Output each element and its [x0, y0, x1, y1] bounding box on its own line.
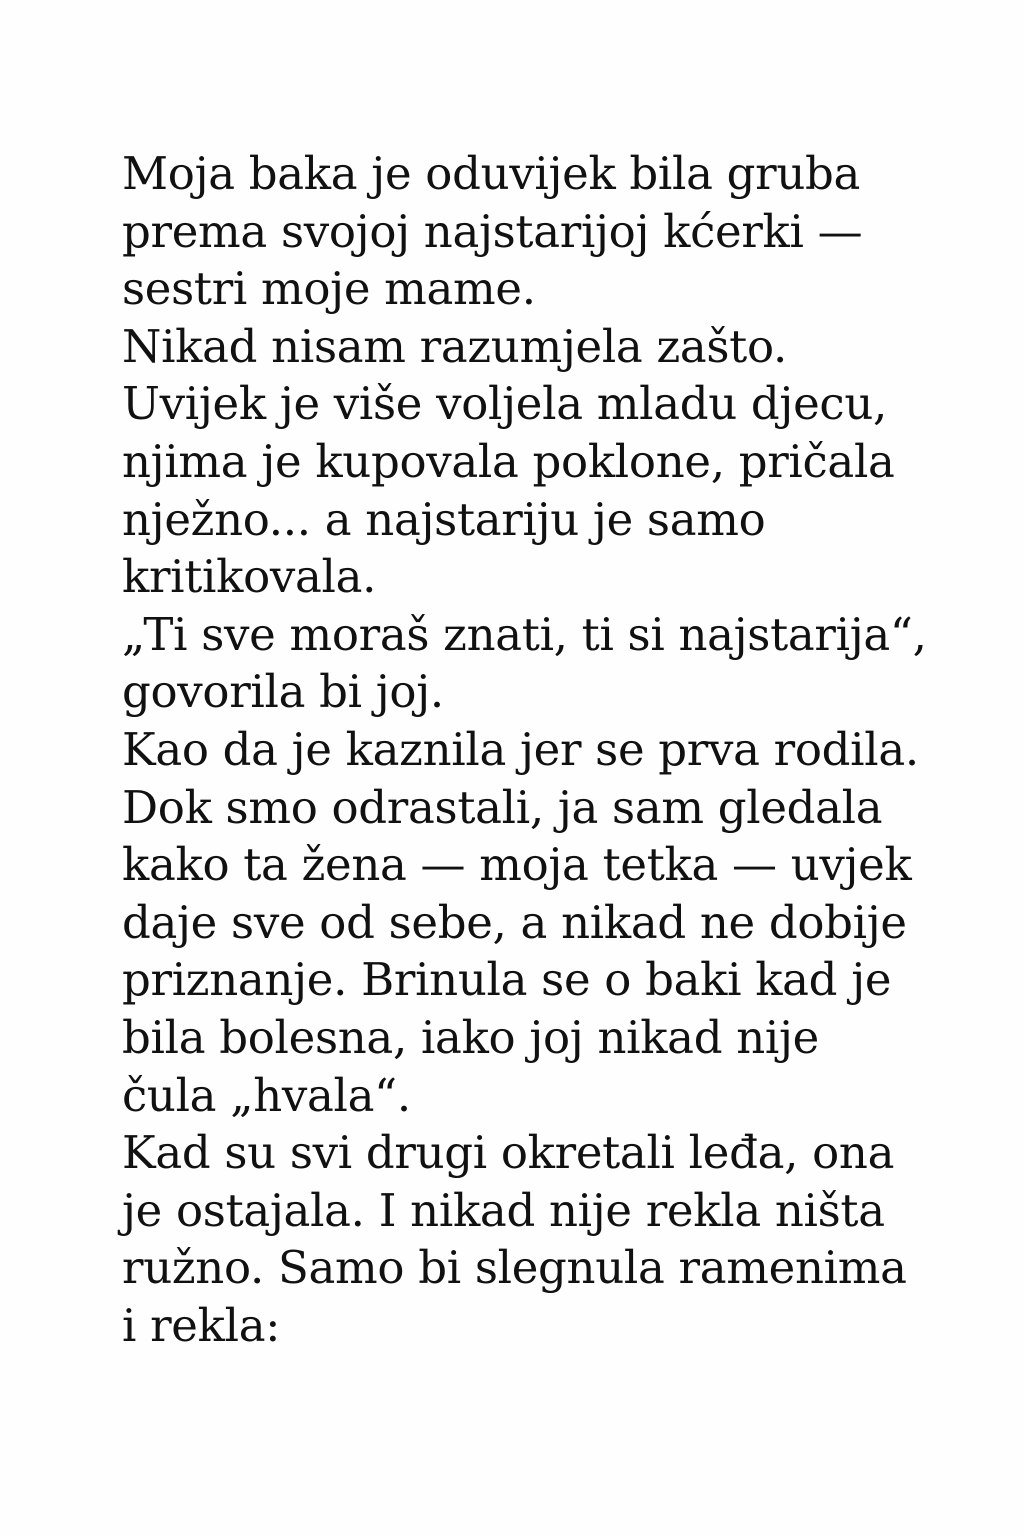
text-line: i rekla: — [122, 1298, 281, 1352]
text-line: bila bolesna, iako joj nikad nije — [122, 1010, 819, 1064]
text-line: Moja baka je oduvijek bila gruba — [122, 147, 861, 200]
text-line: Nikad nisam razumjela zašto. — [122, 319, 787, 373]
text-line: Kao da je kaznila jer se prva rodila. — [122, 722, 919, 776]
text-line: govorila bi joj. — [122, 665, 444, 719]
text-line: nježno... a najstariju je samo — [122, 492, 766, 546]
text-line: čula „hvala“. — [122, 1068, 411, 1122]
text-line: kako ta žena — moja tetka — uvjek — [122, 838, 912, 892]
text-line: ružno. Samo bi slegnula ramenima — [122, 1241, 907, 1295]
text-line: je ostajala. I nikad nije rekla ništa — [122, 1183, 885, 1237]
text-line: priznanje. Brinula se o baki kad je — [122, 953, 892, 1007]
text-line: sestri moje mame. — [122, 262, 536, 316]
text-line: njima je kupovala poklone, pričala — [122, 434, 895, 488]
text-line: Uvijek je više voljela mladu djecu, — [122, 377, 888, 431]
text-line: Kad su svi drugi okretali leđa, ona — [122, 1126, 895, 1180]
text-line: prema svojoj najstarijoj kćerki — — [122, 204, 863, 258]
text-line: kritikovala. — [122, 550, 377, 604]
text-line: daje sve od sebe, a nikad ne dobije — [122, 895, 907, 949]
text-line: „Ti sve moraš znati, ti si najstarija“, — [122, 607, 927, 661]
story-text — [122, 145, 942, 1354]
text-line: Dok smo odrastali, ja sam gledala — [122, 780, 883, 834]
